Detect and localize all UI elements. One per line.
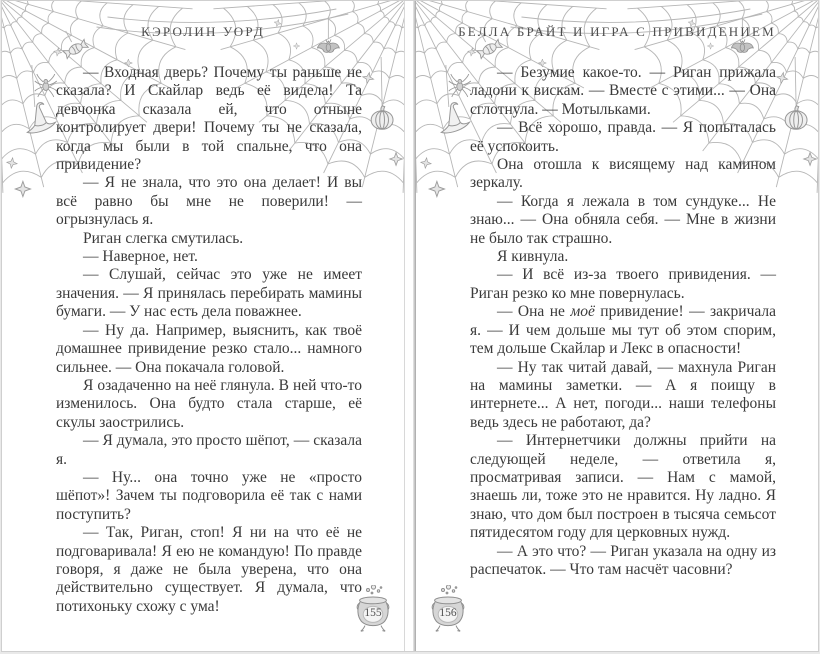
- paragraph: Риган слегка смутилась.: [83, 229, 244, 247]
- paragraph: Я кивнула.: [497, 248, 569, 266]
- cauldron-page-number: [425, 585, 471, 643]
- page-text: [56, 64, 362, 616]
- paragraph: — Ну так читай давай, — махнула Риган на мамины заметки. — А я поищу в интернете... А нет, погоди... наши телефоны ведь здесь не работают, да?: [470, 358, 776, 431]
- star-icon: [420, 157, 432, 169]
- page-number: 156: [439, 606, 457, 619]
- bat-icon: [317, 39, 339, 52]
- star-icon: [429, 181, 444, 196]
- paragraph: — Безумие какое-то. — Риган прижала ладони к вискам. — Вместе с этими... — Она сглотнула. — Мотыльками.: [470, 64, 776, 118]
- cauldron-page-number: [350, 585, 396, 643]
- paragraph: — Ну... она точно уже не «просто шёпот»! Зачем ты подговорила её так с нами поступить?: [56, 468, 362, 523]
- star-icon: [707, 43, 713, 49]
- paragraph: — Так, Риган, стоп! Я ни на что её не подговаривала! Я ею не командую! По правде говоря, я даже не была уверена, что она действительно существует. Я думала, что потихоньку схожу с ума!: [56, 524, 362, 615]
- paragraph: — Входная дверь? Почему ты раньше не сказала? И Скайлар ведь её видела! Та девчонка сказала ей, что отныне контролирует двери! Почему ты не сказала, когда мы были в той спальне, что она привидение?: [56, 64, 362, 174]
- paragraph: — Когда я лежала в том сундуке... Не знаю... — Она обняла себя. — Мне в жизни не было так страшно.: [470, 192, 776, 247]
- paragraph: — Слушай, сейчас это уже не имеет значения. — Я принялась перебирать мамины бумаги. — У нас есть дела поважнее.: [56, 266, 362, 321]
- running-header: КЭРОЛИН УОРД: [141, 24, 265, 39]
- paragraph: — Ну да. Например, выяснить, как твоё домашнее привидение резко стало... намного сильнее. — Она покачала головой.: [56, 321, 362, 376]
- paragraph: — Наверное, нет.: [83, 248, 198, 266]
- paragraph: — А это что? — Риган указала на одну из распечаток. — Что там насчёт часовни?: [470, 542, 776, 578]
- star-icon: [293, 43, 299, 49]
- paragraph: — Она не моё привидение! — закричала я. — И чем дольше мы тут об этом спорим, тем дольше Скайлар и Лекс в опасности!: [470, 303, 776, 358]
- paragraph: — Всё хорошо, правда. — Я попыталась её успокоить.: [470, 119, 776, 155]
- paragraph: — Интернетчики должны прийти на следующей неделе, — ответила я, просматривая записи. — Нам с мамой, знаешь ли, тоже это не нравится. Ну ладно. Я знаю, что дом был построен в тысяча семьсот пятидесятом году для церковных нужд.: [470, 432, 776, 542]
- page-number: 155: [364, 606, 382, 619]
- running-header: БЕЛЛА БРАЙТ И ИГРА С ПРИВИДЕНИЕМ: [458, 24, 776, 39]
- paragraph: — И всё из-за твоего привидения. — Риган резко ко мне повернулась.: [470, 266, 776, 302]
- book-spread: [1, 0, 819, 652]
- page-left: [2, 1, 404, 651]
- pumpkin-icon: [785, 106, 807, 130]
- star-icon: [776, 71, 789, 84]
- star-icon: [362, 71, 375, 84]
- pumpkin-icon: [371, 106, 393, 130]
- paragraph: Она отошла к висящему над камином зеркалу.: [470, 156, 776, 192]
- candy-icon: [63, 39, 88, 58]
- star-icon: [6, 157, 18, 169]
- paragraph: — Я думала, это просто шёпот, — сказала я.: [56, 432, 362, 468]
- page-text: [470, 64, 776, 579]
- bat-icon: [731, 39, 753, 52]
- candy-icon: [477, 39, 502, 58]
- paragraph: — Я не знала, что это она делает! И вы всё равно бы мне не поверили! — огрызнулась я.: [56, 174, 362, 229]
- paragraph: Я озадаченно на неё глянула. В ней что-то изменилось. Она будто стала старше, её скулы заострились.: [56, 376, 362, 431]
- book-spine: [404, 1, 416, 651]
- page-right: [416, 1, 818, 651]
- star-icon: [15, 181, 30, 196]
